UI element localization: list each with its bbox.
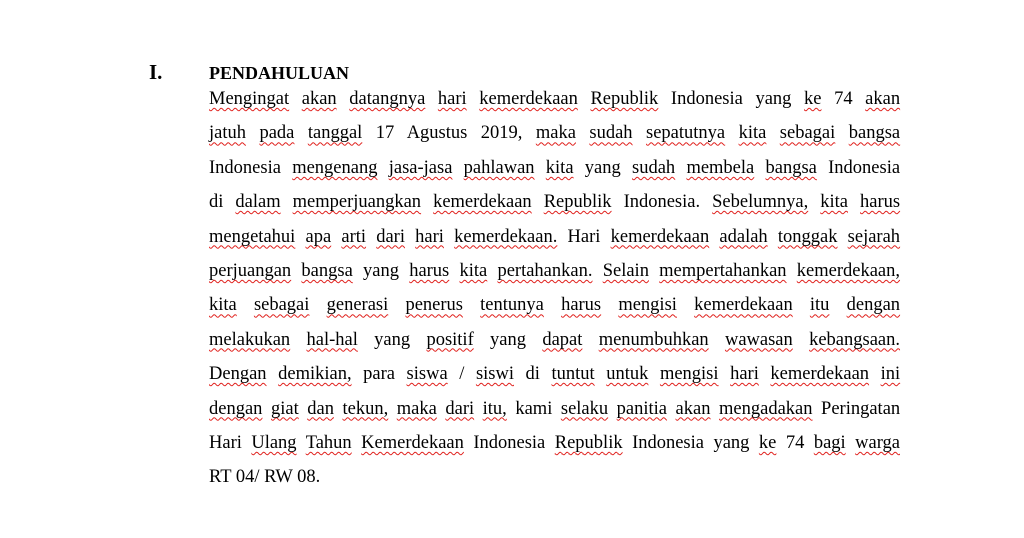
spellcheck-flagged-word: pada bbox=[259, 123, 295, 144]
spellcheck-flagged-word: siswi bbox=[475, 364, 514, 385]
spellcheck-flagged-word: ini bbox=[880, 364, 901, 385]
body-paragraph bbox=[209, 82, 900, 495]
spellcheck-flagged-word: kemerdekaan bbox=[770, 364, 870, 385]
spellcheck-flagged-word: itu, bbox=[482, 398, 507, 419]
spellcheck-flagged-word: panitia bbox=[616, 398, 668, 419]
word: 04/ bbox=[235, 467, 260, 488]
paragraph-line bbox=[209, 288, 900, 322]
spellcheck-flagged-word: melakukan bbox=[209, 329, 291, 350]
word: yang bbox=[490, 329, 527, 350]
spellcheck-flagged-word: Sebelumnya, bbox=[712, 192, 809, 213]
spellcheck-flagged-word: mengisi bbox=[659, 364, 719, 385]
paragraph-line bbox=[209, 460, 900, 494]
spellcheck-flagged-word: memperjuangkan bbox=[292, 192, 422, 213]
spellcheck-flagged-word: kebangsaan. bbox=[809, 329, 901, 350]
spellcheck-flagged-word: bangsa bbox=[848, 123, 901, 144]
spellcheck-flagged-word: perjuangan bbox=[209, 260, 292, 281]
spellcheck-flagged-word: untuk bbox=[606, 364, 649, 385]
word: Indonesia bbox=[828, 157, 901, 178]
paragraph-line bbox=[209, 220, 900, 254]
spellcheck-flagged-word: hari bbox=[437, 89, 467, 109]
spellcheck-flagged-word: maka bbox=[535, 123, 576, 144]
spellcheck-flagged-word: bangsa bbox=[301, 260, 353, 281]
word: RT bbox=[209, 467, 232, 488]
spellcheck-flagged-word: generasi bbox=[326, 295, 389, 316]
spellcheck-flagged-word: jasa-jasa bbox=[388, 157, 453, 178]
spellcheck-flagged-word: sudah bbox=[632, 157, 676, 178]
spellcheck-flagged-word: menumbuhkan bbox=[598, 329, 709, 350]
paragraph-line bbox=[209, 323, 900, 357]
spellcheck-flagged-word: Mengingat bbox=[209, 89, 290, 109]
paragraph-line bbox=[209, 116, 900, 150]
word: yang bbox=[755, 89, 792, 109]
spellcheck-flagged-word: kemerdekaan, bbox=[796, 260, 901, 281]
spellcheck-flagged-word: kita bbox=[738, 123, 767, 144]
spellcheck-flagged-word: jatuh bbox=[209, 123, 246, 144]
word: 2019, bbox=[480, 123, 523, 144]
spellcheck-flagged-word: itu bbox=[809, 295, 830, 316]
spellcheck-flagged-word: kemerdekaan. bbox=[454, 226, 558, 247]
spellcheck-flagged-word: sebagai bbox=[779, 123, 836, 144]
spellcheck-flagged-word: dalam bbox=[235, 192, 281, 213]
spellcheck-flagged-word: hari bbox=[415, 226, 444, 247]
word: 08. bbox=[297, 467, 321, 488]
spellcheck-flagged-word: kemerdekaan bbox=[610, 226, 710, 247]
spellcheck-flagged-word: Republik bbox=[590, 89, 659, 109]
word: Hari bbox=[209, 432, 242, 453]
word: kami bbox=[515, 398, 553, 419]
word: Hari bbox=[567, 226, 601, 247]
spellcheck-flagged-word: kemerdekaan bbox=[433, 192, 532, 213]
spellcheck-flagged-word: Tahun bbox=[305, 432, 352, 453]
word: yang bbox=[713, 432, 750, 453]
word: yang bbox=[374, 329, 411, 350]
word: RW bbox=[264, 467, 293, 488]
spellcheck-flagged-word: harus bbox=[860, 192, 901, 213]
spellcheck-flagged-word: mengenang bbox=[292, 157, 378, 178]
paragraph-line bbox=[209, 392, 900, 426]
paragraph-line bbox=[209, 82, 900, 116]
paragraph-line bbox=[209, 151, 900, 185]
spellcheck-flagged-word: maka bbox=[396, 398, 437, 419]
spellcheck-flagged-word: harus bbox=[561, 295, 602, 316]
word: Indonesia bbox=[632, 432, 704, 453]
spellcheck-flagged-word: membela bbox=[686, 157, 755, 178]
word: di bbox=[209, 192, 224, 213]
word: yang bbox=[584, 157, 621, 178]
spellcheck-flagged-word: tonggak bbox=[777, 226, 838, 247]
spellcheck-flagged-word: Republik bbox=[543, 192, 612, 213]
spellcheck-flagged-word: sepatutnya bbox=[646, 123, 726, 144]
word: 74 bbox=[834, 89, 853, 109]
word: Peringatan bbox=[821, 398, 901, 419]
word: Indonesia bbox=[670, 89, 743, 109]
word: 17 bbox=[375, 123, 395, 144]
spellcheck-flagged-word: hari bbox=[730, 364, 759, 385]
word: Indonesia bbox=[473, 432, 546, 453]
spellcheck-flagged-word: pertahankan. bbox=[497, 260, 593, 281]
spellcheck-flagged-word: akan bbox=[675, 398, 711, 419]
spellcheck-flagged-word: sudah bbox=[589, 123, 633, 144]
spellcheck-flagged-word: ke bbox=[758, 432, 777, 453]
section-heading: PENDAHULUAN bbox=[209, 63, 350, 83]
spellcheck-flagged-word: adalah bbox=[719, 226, 768, 247]
spellcheck-flagged-word: Selain bbox=[602, 260, 649, 281]
spellcheck-flagged-word: dapat bbox=[542, 329, 583, 350]
spellcheck-flagged-word: arti bbox=[341, 226, 367, 247]
spellcheck-flagged-word: kita bbox=[820, 192, 848, 213]
spellcheck-flagged-word: Republik bbox=[554, 432, 623, 453]
spellcheck-flagged-word: kita bbox=[545, 157, 574, 178]
paragraph-line bbox=[209, 357, 900, 391]
spellcheck-flagged-word: Ulang bbox=[251, 432, 297, 453]
spellcheck-flagged-word: mempertahankan bbox=[659, 260, 787, 281]
spellcheck-flagged-word: giat bbox=[270, 398, 299, 419]
spellcheck-flagged-word: sebagai bbox=[253, 295, 310, 316]
spellcheck-flagged-word: akan bbox=[865, 89, 901, 109]
spellcheck-flagged-word: datangnya bbox=[349, 89, 426, 109]
spellcheck-flagged-word: apa bbox=[305, 226, 332, 247]
spellcheck-flagged-word: dari bbox=[445, 398, 475, 419]
word: Agustus bbox=[406, 123, 468, 144]
spellcheck-flagged-word: selaku bbox=[560, 398, 609, 419]
spellcheck-flagged-word: dari bbox=[376, 226, 405, 247]
word: di bbox=[525, 364, 540, 385]
spellcheck-flagged-word: kemerdekaan bbox=[694, 295, 793, 316]
spellcheck-flagged-word: sejarah bbox=[847, 226, 901, 247]
spellcheck-flagged-word: pahlawan bbox=[463, 157, 535, 178]
spellcheck-flagged-word: mengisi bbox=[618, 295, 677, 316]
spellcheck-flagged-word: penerus bbox=[405, 295, 463, 316]
spellcheck-flagged-word: dengan bbox=[846, 295, 901, 316]
spellcheck-flagged-word: dengan bbox=[209, 398, 263, 419]
spellcheck-flagged-word: Dengan bbox=[209, 364, 267, 385]
paragraph-line bbox=[209, 426, 900, 460]
spellcheck-flagged-word: harus bbox=[409, 260, 450, 281]
spellcheck-flagged-word: hal-hal bbox=[306, 329, 358, 350]
spellcheck-flagged-word: siswa bbox=[406, 364, 448, 385]
word: yang bbox=[363, 260, 399, 281]
spellcheck-flagged-word: positif bbox=[426, 329, 474, 350]
word: 74 bbox=[785, 432, 805, 453]
spellcheck-flagged-word: kita bbox=[209, 295, 237, 316]
spellcheck-flagged-word: warga bbox=[855, 432, 900, 453]
spellcheck-flagged-word: ke bbox=[804, 89, 822, 109]
word: para bbox=[363, 364, 395, 385]
spellcheck-flagged-word: kita bbox=[459, 260, 488, 281]
spellcheck-flagged-word: dan bbox=[307, 398, 334, 419]
spellcheck-flagged-word: kemerdekaan bbox=[479, 89, 578, 109]
spellcheck-flagged-word: mengetahui bbox=[209, 226, 296, 247]
paragraph-line bbox=[209, 185, 900, 219]
paragraph-line bbox=[209, 254, 900, 288]
word: / bbox=[459, 364, 465, 385]
word: Indonesia bbox=[209, 157, 281, 178]
spellcheck-flagged-word: tentunya bbox=[480, 295, 544, 316]
spellcheck-flagged-word: bangsa bbox=[765, 157, 817, 178]
spellcheck-flagged-word: akan bbox=[301, 89, 337, 109]
spellcheck-flagged-word: bagi bbox=[813, 432, 846, 453]
spellcheck-flagged-word: mengadakan bbox=[719, 398, 813, 419]
spellcheck-flagged-word: Kemerdekaan bbox=[361, 432, 464, 453]
word: Indonesia. bbox=[623, 192, 701, 213]
spellcheck-flagged-word: wawasan bbox=[724, 329, 793, 350]
spellcheck-flagged-word: tekun, bbox=[342, 398, 389, 419]
spellcheck-flagged-word: tanggal bbox=[307, 123, 363, 144]
spellcheck-flagged-word: tuntut bbox=[551, 364, 595, 385]
section-number: I. bbox=[149, 60, 163, 84]
spellcheck-flagged-word: demikian, bbox=[278, 364, 352, 385]
